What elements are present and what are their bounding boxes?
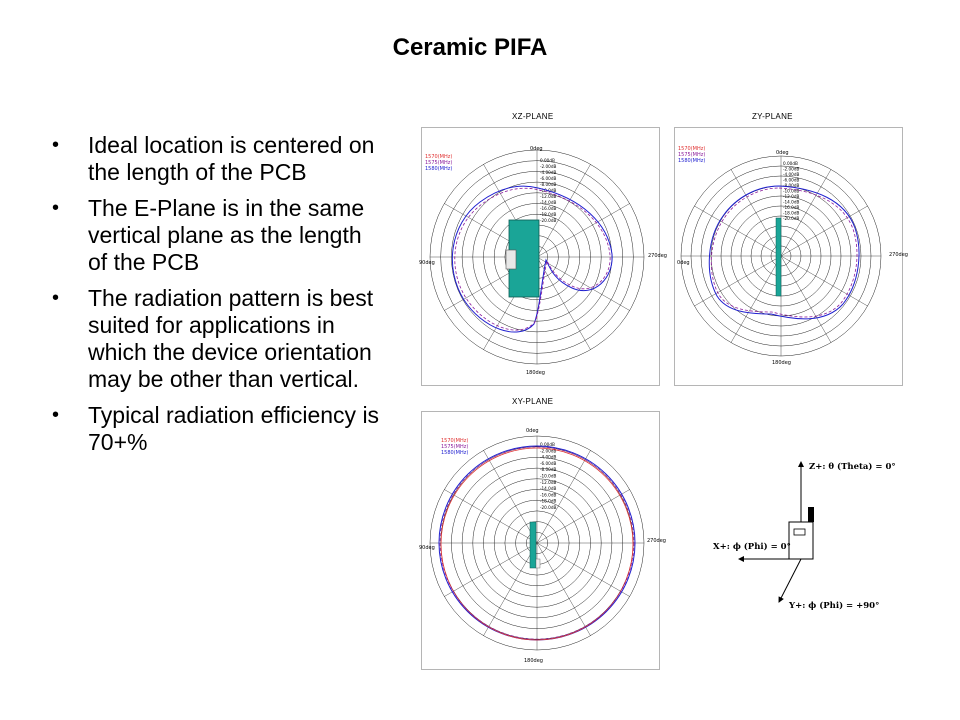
ring-label: -12.0dB xyxy=(783,194,800,199)
bullet-item xyxy=(50,195,380,276)
grid-spoke xyxy=(694,206,781,256)
polar-grid xyxy=(430,436,644,650)
z-axis-label: Z+: θ (Theta) = 0° xyxy=(809,462,896,472)
slide-title: Ceramic PIFA xyxy=(392,34,548,61)
ring-label: -16.0dB xyxy=(540,492,557,498)
grid-spoke xyxy=(537,257,591,350)
legend-entry: 1570(MHz) xyxy=(678,146,706,152)
ring-label: -4.00dB xyxy=(540,170,557,175)
legend-entry: 1570(MHz) xyxy=(441,438,469,444)
antenna-chip xyxy=(536,559,540,568)
ring-label: -16.0dB xyxy=(783,205,800,210)
xz-plane-title: XZ-PLANE xyxy=(512,112,554,121)
bullet-dot: • xyxy=(52,197,60,219)
bullet-text: Typical radiation efficiency is 70+% xyxy=(88,402,380,455)
angle-left-label: 90deg xyxy=(419,260,435,266)
ring-label: -10.0dB xyxy=(783,188,800,194)
bullet-dot: • xyxy=(52,404,60,426)
ring-label: -10.0dB xyxy=(540,188,557,193)
x-axis-label: X+: ϕ (Phi) = 0° xyxy=(713,542,791,552)
angle-right-label: 270deg xyxy=(889,252,908,258)
ring-label: 0.00dB xyxy=(783,161,798,166)
ring-label: -8.00dB xyxy=(540,467,557,473)
bullet-text: The E-Plane is in the same vertical plane as the length of the PCB xyxy=(88,195,365,275)
ring-label: 0.00dB xyxy=(540,442,555,447)
grid-spoke xyxy=(484,450,538,543)
pcb-model xyxy=(776,218,781,296)
xy-plane-panel xyxy=(419,411,666,670)
bullet-dot: • xyxy=(52,287,60,309)
xy-polar-plot xyxy=(419,412,666,669)
bullet-list xyxy=(50,132,380,465)
angle-bottom-label: 180deg xyxy=(772,360,791,366)
coordinate-diagram xyxy=(705,440,905,640)
angle-right-label: 270deg xyxy=(648,253,667,259)
grid-spoke xyxy=(731,256,781,343)
legend-entry: 1575(MHz) xyxy=(425,160,453,166)
ring-label: -6.00dB xyxy=(540,460,557,466)
ring-label: -20.0dB xyxy=(540,218,557,223)
grid-spoke xyxy=(484,543,538,636)
ring-label: -2.00dB xyxy=(540,164,557,169)
angle-bottom-label: 180deg xyxy=(526,370,545,376)
ring-label: -18.0dB xyxy=(540,212,557,217)
angle-top-label: 0deg xyxy=(526,428,539,434)
ring-label: 0.00dB xyxy=(540,158,555,163)
bullet-item xyxy=(50,402,380,456)
bullet-text: Ideal location is centered on the length of the PCB xyxy=(88,132,375,185)
ring-label: -18.0dB xyxy=(540,498,557,504)
angle-bottom-label: 180deg xyxy=(524,658,543,664)
ring-label: -2.00dB xyxy=(783,166,800,172)
angle-right-label: 270deg xyxy=(647,538,666,544)
bullet-dot: • xyxy=(52,134,60,156)
legend-entry: 1580(MHz) xyxy=(678,158,706,164)
ring-label: -6.00dB xyxy=(783,177,800,183)
antenna-chip xyxy=(506,250,516,269)
xz-plane-panel xyxy=(419,127,667,386)
ring-label: -14.0dB xyxy=(540,200,557,205)
ring-label: -2.00dB xyxy=(540,448,557,454)
bullet-item xyxy=(50,285,380,393)
y-axis-label: Y+: ϕ (Phi) = +90° xyxy=(789,601,880,611)
xz-polar-plot xyxy=(419,128,667,385)
bullet-text: The radiation pattern is best suited for applications in which the device orientation may be other than vertical. xyxy=(88,285,374,392)
grid-spoke xyxy=(781,256,831,343)
ring-label: -20.0dB xyxy=(540,505,557,510)
xy-plane-title: XY-PLANE xyxy=(512,397,554,406)
legend-entry: 1575(MHz) xyxy=(678,152,706,158)
ring-labels xyxy=(783,161,799,221)
angle-top-label: 0deg xyxy=(530,146,543,152)
zy-plane-title: ZY-PLANE xyxy=(752,112,793,121)
legend-entry: 1570(MHz) xyxy=(425,154,453,160)
ring-label: -10.0dB xyxy=(540,473,557,479)
grid-spoke xyxy=(694,256,781,306)
bullet-item xyxy=(50,132,380,186)
ring-label: -6.00dB xyxy=(540,176,557,181)
zy-plane-panel xyxy=(674,127,908,386)
zy-polar-plot xyxy=(675,128,908,385)
ring-label: -16.0dB xyxy=(540,206,557,211)
grid-spoke xyxy=(537,543,591,636)
ring-label: -4.00dB xyxy=(783,172,800,177)
y-axis-arrow xyxy=(779,559,801,602)
grid-spoke xyxy=(444,490,537,544)
grid-spoke xyxy=(444,543,537,597)
legend-entry: 1580(MHz) xyxy=(441,450,469,456)
grid-spoke xyxy=(537,543,630,597)
ring-label: -20.0dB xyxy=(783,216,800,221)
ring-label: -12.0dB xyxy=(540,194,557,199)
ring-label: -18.0dB xyxy=(783,210,800,216)
grid-spoke xyxy=(537,257,630,311)
angle-top-label: 0deg xyxy=(776,150,789,156)
angle-left-label: 90deg xyxy=(419,545,435,551)
device-box xyxy=(789,522,813,559)
ring-label: -14.0dB xyxy=(783,199,800,205)
grid-spoke xyxy=(731,169,781,256)
angle-left-label: 0deg xyxy=(677,260,690,266)
coordinate-axes xyxy=(705,440,905,640)
ring-label: -8.00dB xyxy=(540,182,557,187)
ring-labels xyxy=(540,442,556,510)
grid-spoke xyxy=(537,490,630,544)
ring-label: -4.00dB xyxy=(540,454,557,460)
antenna-element xyxy=(808,507,814,522)
legend-entry: 1575(MHz) xyxy=(441,444,469,450)
legend-entry: 1580(MHz) xyxy=(425,166,453,172)
ring-label: -8.00dB xyxy=(783,183,800,188)
antenna-chip-outline xyxy=(794,529,805,535)
pcb-model xyxy=(530,522,536,568)
ring-label: -14.0dB xyxy=(540,486,557,492)
ring-label: -12.0dB xyxy=(540,479,557,485)
